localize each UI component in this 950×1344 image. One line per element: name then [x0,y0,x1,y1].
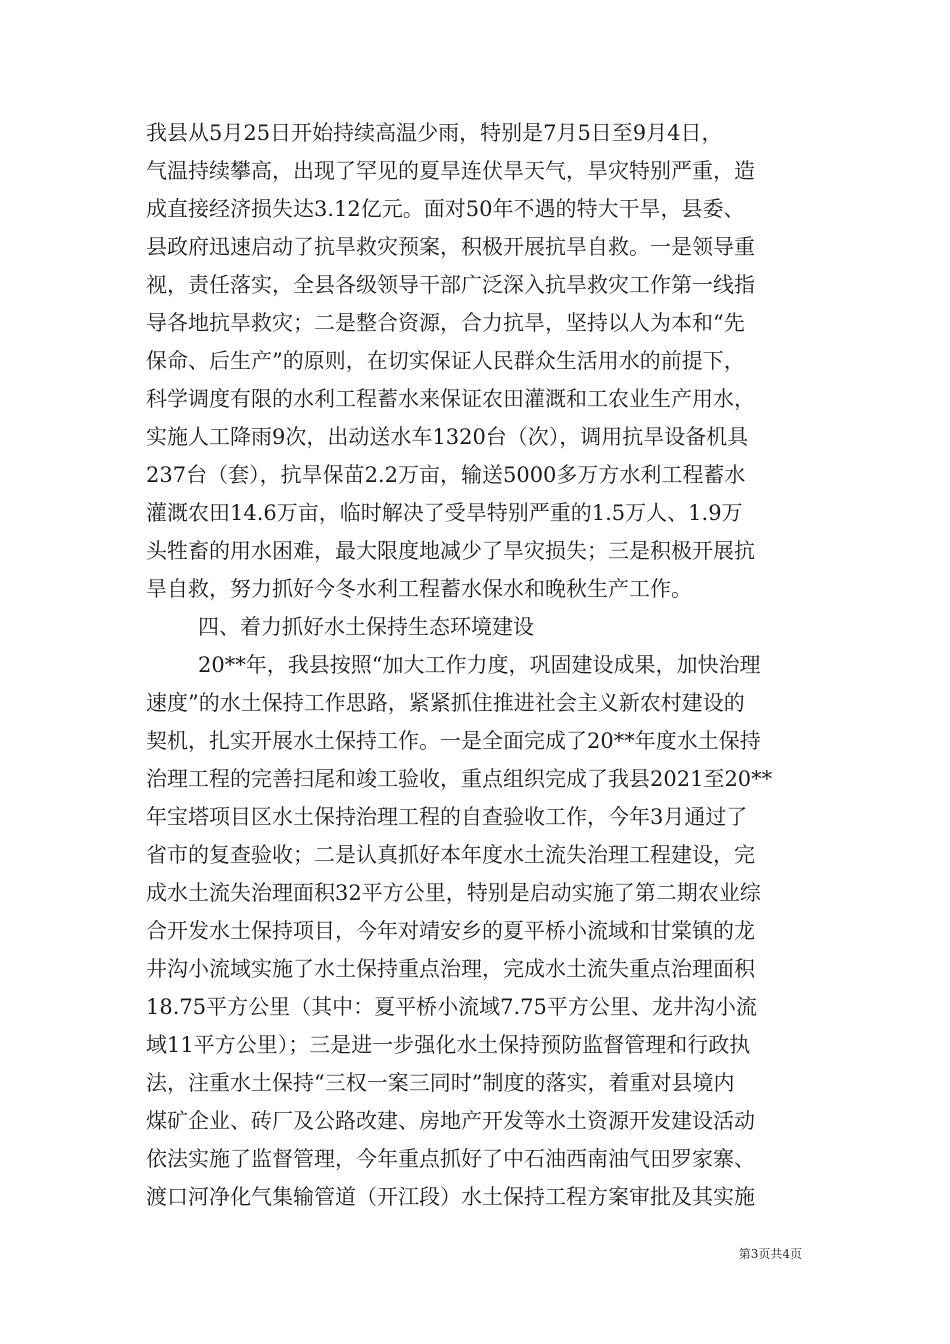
text-line: 井沟小流域实施了水土保持重点治理，完成水土流失重点治理面积 [146,957,755,981]
text-line: 保命、后生产”的原则，在切实保证人民群众生活用水的前提下， [146,349,745,373]
text-line: 成直接经济损失达3.12亿元。面对50年不遇的特大干旱，县委、 [146,197,745,221]
body-text [146,114,811,1216]
text-line: 20**年，我县按照“加大工作力度，巩固建设成果，加快治理 [198,653,761,677]
text-line: 省市的复查验收；二是认真抓好本年度水土流失治理工程建设，完 [146,843,755,867]
text-line: 契机，扎实开展水土保持工作。一是全面完成了20**年度水土保持 [146,729,761,753]
text-line: 实施人工降雨9次，出动送水车1320台（次），调用抗旱设备机具 [146,425,749,449]
text-line: 成水土流失治理面积32平方公里，特别是启动实施了第二期农业综 [146,881,761,905]
text-line: 气温持续攀高，出现了罕见的夏旱连伏旱天气，旱灾特别严重，造 [146,159,755,183]
text-line: 灌溉农田14.6万亩，临时解决了受旱特别严重的1.5万人、1.9万 [146,501,743,525]
text-line: 18.75平方公里（其中：夏平桥小流域7.75平方公里、龙井沟小流 [146,995,757,1019]
text-line: 依法实施了监督管理，今年重点抓好了中石油西南油气田罗家寨、 [146,1147,755,1171]
text-line: 县政府迅速启动了抗旱救灾预案，积极开展抗旱自救。一是领导重 [146,235,755,259]
text-line: 速度”的水土保持工作思路，紧紧抓住推进社会主义新农村建设的 [146,691,745,715]
text-line: 科学调度有限的水利工程蓄水来保证农田灌溉和工农业生产用水， [146,387,755,411]
text-line: 导各地抗旱救灾；二是整合资源，合力抗旱，坚持以人为本和“先 [146,311,745,335]
text-line: 年宝塔项目区水土保持治理工程的自查验收工作，今年3月通过了 [146,805,748,829]
text-line: 域11平方公里）；三是进一步强化水土保持预防监督管理和行政执 [146,1033,751,1057]
section-heading: 四、着力抓好水土保持生态环境建设 [198,615,534,639]
text-line: 渡口河净化气集输管道（开江段）水土保持工程方案审批及其实施 [146,1185,755,1209]
text-line: 煤矿企业、砖厂及公路改建、房地产开发等水土资源开发建设活动 [146,1109,755,1133]
text-line: 合开发水土保持项目，今年对靖安乡的夏平桥小流域和甘棠镇的龙 [146,919,755,943]
text-line: 头牲畜的用水困难，最大限度地减少了旱灾损失；三是积极开展抗 [146,539,755,563]
page-number: 第3页共4页 [738,1247,802,1261]
text-line: 法，注重水土保持“三权一案三同时”制度的落实，着重对县境内 [146,1071,735,1095]
text-line: 旱自救，努力抓好今冬水利工程蓄水保水和晚秋生产工作。 [146,577,692,601]
text-line: 视，责任落实，全县各级领导干部广泛深入抗旱救灾工作第一线指 [146,273,755,297]
text-line: 237台（套），抗旱保苗2.2万亩，输送5000多万方水利工程蓄水 [146,463,746,487]
text-line: 治理工程的完善扫尾和竣工验收，重点组织完成了我县2021至20** [146,767,773,791]
text-line: 我县从5月25日开始持续高温少雨，特别是7月5日至9月4日， [146,121,723,145]
